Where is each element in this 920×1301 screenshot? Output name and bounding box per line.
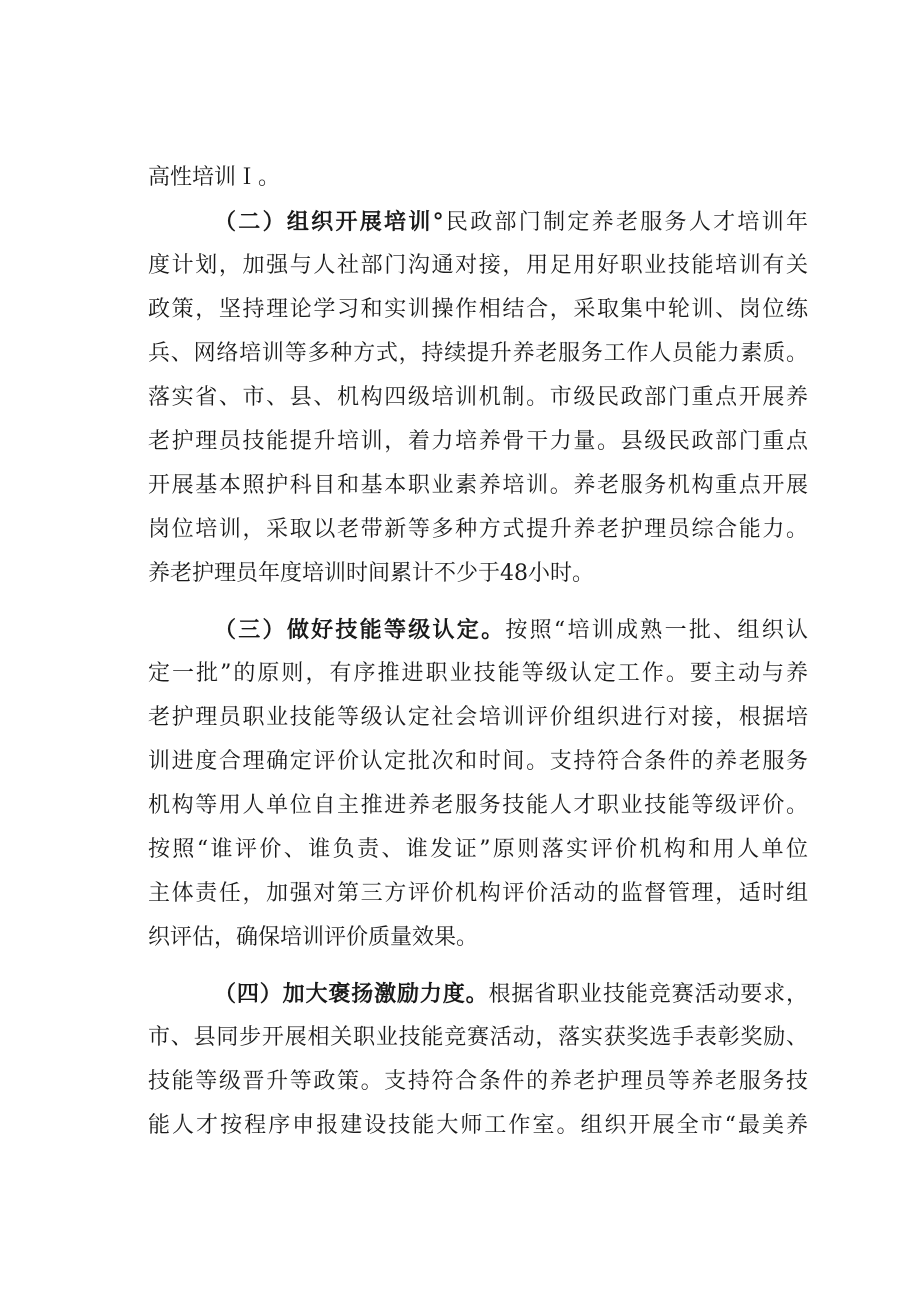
paragraph-line bbox=[148, 740, 808, 784]
paragraph-line bbox=[148, 376, 808, 420]
section-heading: （四）加大褒扬激励力度。 bbox=[214, 981, 489, 1007]
body-text: 主体责任，加强对第三方评价机构评价活动的监督管理，适时组 bbox=[148, 881, 808, 906]
paragraph-line bbox=[148, 872, 808, 916]
paragraph-line bbox=[148, 916, 808, 960]
section-heading: （三）做好技能等级认定。 bbox=[214, 617, 506, 643]
body-text: 按照“培训成熟一批、组织认 bbox=[505, 618, 808, 643]
paragraph-line bbox=[148, 508, 808, 552]
body-text: 定一批”的原则，有序推进职业技能等级认定工作。要主动与养 bbox=[148, 661, 808, 686]
body-text: 高性培训Ｉ。 bbox=[148, 165, 281, 190]
paragraph-line bbox=[148, 1060, 808, 1104]
body-text: 根据省职业技能竞赛活动要求， bbox=[488, 982, 808, 1007]
body-text: 养老护理员年度培训时间累计不少于48小时。 bbox=[148, 561, 594, 586]
body-text: 开展基本照护科目和基本职业素养培训。养老服务机构重点开展 bbox=[148, 473, 808, 498]
paragraph-line bbox=[148, 464, 808, 508]
body-text: 岗位培训，采取以老带新等多种方式提升养老护理员综合能力。 bbox=[148, 517, 808, 542]
paragraph-line bbox=[148, 156, 808, 200]
paragraph-line bbox=[148, 1104, 808, 1148]
body-text: 能人才按程序申报建设技能大师工作室。组织开展全市“最美养 bbox=[148, 1113, 808, 1138]
body-text: 织评估，确保培训评价质量效果。 bbox=[148, 925, 479, 950]
body-text: 技能等级晋升等政策。支持符合条件的养老护理员等养老服务技 bbox=[148, 1069, 808, 1094]
paragraph-line bbox=[148, 332, 808, 376]
paragraph-line bbox=[148, 696, 808, 740]
body-text: 按照“谁评价、谁负责、谁发证”原则落实评价机构和用人单位 bbox=[148, 837, 808, 862]
paragraph-line bbox=[214, 200, 808, 244]
body-text: 市、县同步开展相关职业技能竞赛活动，落实获奖选手表彰奖励、 bbox=[148, 1025, 808, 1050]
paragraph-line bbox=[214, 608, 808, 652]
body-text: 民政部门制定养老服务人才培训年 bbox=[443, 210, 808, 235]
body-text: 兵、网络培训等多种方式，持续提升养老服务工作人员能力素质。 bbox=[148, 341, 808, 366]
body-text: 落实省、市、县、机构四级培训机制。市级民政部门重点开展养 bbox=[148, 385, 808, 410]
paragraph-line bbox=[214, 972, 808, 1016]
body-text: 老护理员技能提升培训，着力培养骨干力量。县级民政部门重点 bbox=[148, 429, 808, 454]
paragraph-line bbox=[148, 288, 808, 332]
section-heading: （二）组织开展培训° bbox=[214, 209, 444, 235]
paragraph-line bbox=[148, 552, 808, 596]
paragraph-line bbox=[148, 244, 808, 288]
body-text: 度计划，加强与人社部门沟通对接，用足用好职业技能培训有关 bbox=[148, 253, 808, 278]
body-text: 政策，坚持理论学习和实训操作相结合，采取集中轮训、岗位练 bbox=[148, 297, 808, 322]
paragraph-line bbox=[148, 784, 808, 828]
paragraph-line bbox=[148, 420, 808, 464]
body-text: 训进度合理确定评价认定批次和时间。支持符合条件的养老服务 bbox=[148, 749, 808, 774]
body-text: 机构等用人单位自主推进养老服务技能人才职业技能等级评价。 bbox=[148, 793, 808, 818]
paragraph-line bbox=[148, 652, 808, 696]
paragraph-line bbox=[148, 828, 808, 872]
body-text: 老护理员职业技能等级认定社会培训评价组织进行对接，根据培 bbox=[148, 705, 808, 730]
paragraph-line bbox=[148, 1016, 808, 1060]
